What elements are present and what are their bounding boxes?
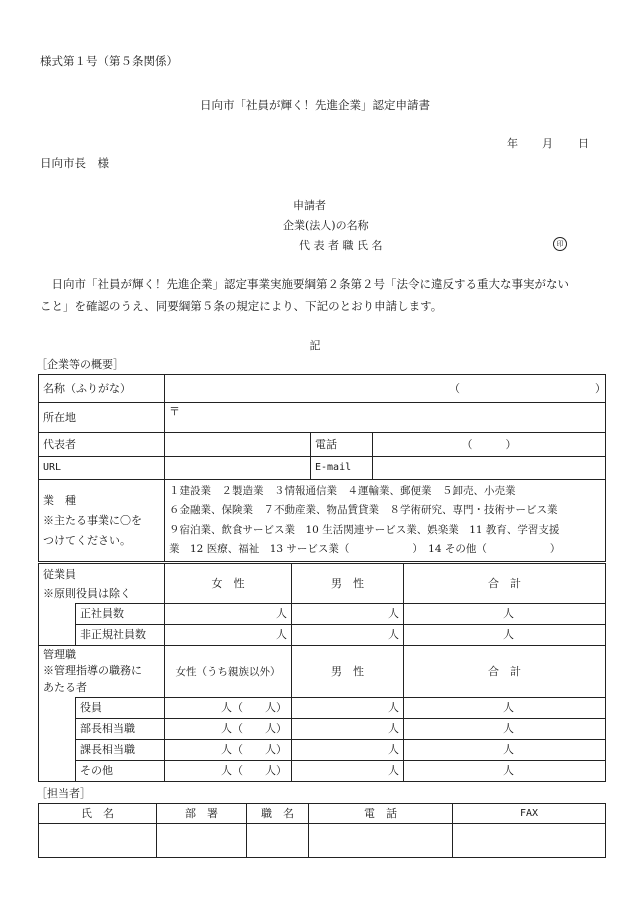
employees-col-female: 女 性: [165, 564, 292, 604]
contact-col-name: 氏 名: [39, 804, 157, 824]
industry-options-line-4: 業 12 医療、福祉 13 サービス業（ ） 14 その他（ ）: [169, 543, 561, 555]
contact-col-fax: FAX: [453, 804, 606, 824]
employees-label-line-2: ※原則役員は除く: [43, 586, 131, 600]
row-label: 役員: [76, 698, 165, 719]
male-count[interactable]: 人: [292, 761, 404, 782]
managers-label-line-2: ※管理指導の職務に: [43, 664, 142, 678]
employees-label-line-1: 従業員: [43, 567, 76, 581]
managers-label-line-1: 管理職: [43, 647, 76, 661]
male-count[interactable]: 人: [292, 698, 404, 719]
name-paren-close: ）: [595, 381, 606, 395]
form-title: 日向市「社員が輝く！先進企業」認定申請書: [200, 98, 430, 112]
total-count[interactable]: 人: [404, 740, 606, 761]
row-industry: [39, 480, 606, 562]
contact-heading: ［担当者］: [36, 787, 91, 800]
total-count[interactable]: 人: [404, 719, 606, 740]
total-count[interactable]: 人: [404, 604, 606, 625]
seal-icon: 印: [553, 237, 567, 251]
name-field[interactable]: [165, 375, 606, 403]
seal-mark: [553, 236, 567, 251]
url-field[interactable]: [165, 457, 311, 480]
total-count[interactable]: 人: [404, 625, 606, 646]
contact-col-phone: 電 話: [309, 804, 453, 824]
contact-fax-field[interactable]: [453, 824, 606, 858]
address-label: 所在地: [39, 403, 165, 433]
addressee: 日向市長 様: [40, 156, 109, 170]
contact-title-field[interactable]: [247, 824, 309, 858]
form-number: 様式第１号（第５条関係）: [40, 54, 178, 68]
overview-table: [38, 374, 606, 562]
managers-label: [39, 646, 165, 698]
industry-options-line-3: ９宿泊業、飲食サービス業 10 生活関連サービス業、娯楽業 11 教育、学習支援: [169, 523, 560, 536]
statement-line-2: こと」を確認のうえ、同要綱第５条の規定により、下記のとおり申請します。: [40, 299, 443, 313]
managers-col-total: 合 計: [404, 646, 606, 698]
table-row: [39, 740, 606, 761]
contact-header-row: [39, 804, 606, 824]
address-field[interactable]: [165, 403, 606, 433]
employees-header-row: [39, 564, 606, 604]
industry-options-line-2: ６金融業、保険業 ７不動産業、物品賃貸業 ８学術研究、専門・技術サービス業: [169, 504, 558, 516]
rep-label: 代表者: [39, 433, 165, 457]
url-label: URL: [39, 457, 165, 480]
industry-label-line-3: つけてください。: [43, 533, 131, 547]
managers-col-female: 女性（うち親族以外）: [165, 646, 292, 698]
total-count[interactable]: 人: [404, 761, 606, 782]
email-field[interactable]: [373, 457, 606, 480]
row-label: 正社員数: [76, 604, 165, 625]
rep-field[interactable]: [165, 433, 311, 457]
table-row: [39, 719, 606, 740]
overview-heading: ［企業等の概要］: [36, 358, 124, 371]
total-count[interactable]: 人: [404, 698, 606, 719]
applicant-company-label: 企業(法人)の名称: [283, 219, 369, 232]
ki-heading: 記: [309, 339, 321, 352]
row-label: その他: [76, 761, 165, 782]
employees-col-male: 男 性: [292, 564, 404, 604]
female-count[interactable]: 人: [165, 625, 292, 646]
row-representative: [39, 433, 606, 457]
row-url: [39, 457, 606, 480]
tel-field[interactable]: （ ）: [373, 433, 606, 457]
male-count[interactable]: 人: [292, 719, 404, 740]
male-count[interactable]: 人: [292, 740, 404, 761]
contact-phone-field[interactable]: [309, 824, 453, 858]
female-count[interactable]: 人（ 人）: [165, 698, 292, 719]
date-year: 年: [507, 137, 518, 150]
date-day: 日: [578, 137, 589, 150]
statement-line-1: 日向市「社員が輝く！先進企業」認定事業実施要綱第２条第２号「法令に違反する重大な事実がない: [51, 277, 569, 291]
email-label: E-mail: [311, 457, 373, 480]
contact-table: [38, 803, 606, 858]
applicant-rep-label: 代 表 者 職 氏 名: [299, 239, 383, 252]
female-count[interactable]: 人（ 人）: [165, 719, 292, 740]
male-count[interactable]: 人: [292, 625, 404, 646]
industry-label-line-2: ※主たる事業に〇を: [43, 513, 142, 527]
table-row: [39, 761, 606, 782]
table-row: [39, 698, 606, 719]
female-count[interactable]: 人: [165, 604, 292, 625]
male-count[interactable]: 人: [292, 604, 404, 625]
contact-col-title: 職 名: [247, 804, 309, 824]
employees-label: [39, 564, 165, 604]
contact-department-field[interactable]: [157, 824, 247, 858]
employees-col-total: 合 計: [404, 564, 606, 604]
managers-table: [38, 645, 606, 782]
employees-table: [38, 563, 606, 646]
table-row: [39, 625, 606, 646]
industry-options[interactable]: [165, 480, 606, 562]
table-row: [39, 604, 606, 625]
application-statement: [40, 273, 595, 317]
industry-label-line-1: 業 種: [43, 493, 76, 507]
contact-input-row: [39, 824, 606, 858]
female-count[interactable]: 人（ 人）: [165, 761, 292, 782]
managers-col-male: 男 性: [292, 646, 404, 698]
industry-label: [39, 480, 165, 562]
tel-label: 電話: [311, 433, 373, 457]
name-paren-open: （: [449, 381, 460, 395]
industry-options-line-1: １建設業 ２製造業 ３情報通信業 ４運輸業、郵便業 ５卸売、小売業: [169, 484, 516, 497]
managers-header-row: [39, 646, 606, 698]
contact-name-field[interactable]: [39, 824, 157, 858]
row-label: 部長相当職: [76, 719, 165, 740]
date-month: 月: [542, 137, 553, 150]
female-count[interactable]: 人（ 人）: [165, 740, 292, 761]
row-address: [39, 403, 606, 433]
contact-col-department: 部 署: [157, 804, 247, 824]
applicant-label: 申請者: [293, 199, 326, 212]
postal-mark: 〒: [169, 405, 180, 418]
managers-label-line-3: あたる者: [43, 680, 87, 694]
row-name: [39, 375, 606, 403]
row-label: 非正規社員数: [76, 625, 165, 646]
name-label: 名称（ふりがな）: [39, 375, 165, 403]
row-label: 課長相当職: [76, 740, 165, 761]
